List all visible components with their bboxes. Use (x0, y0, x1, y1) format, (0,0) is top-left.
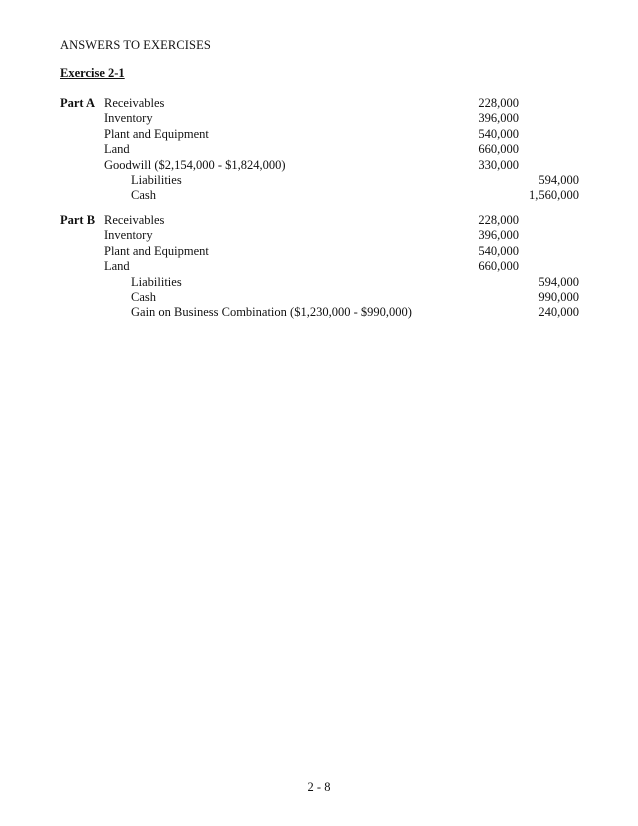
account-name: Plant and Equipment (104, 243, 209, 258)
account-name: Inventory (104, 111, 153, 126)
account-name: Cash (131, 188, 156, 203)
account-name: Plant and Equipment (104, 126, 209, 141)
credit-amount: 594,000 (538, 172, 579, 187)
journal-row-gain-on-business-combination (60, 305, 580, 320)
debit-amount: 540,000 (478, 126, 519, 141)
debit-amount: 396,000 (478, 111, 519, 126)
journal-entry-part-b (60, 213, 580, 321)
journal-row-inventory (60, 111, 580, 126)
debit-amount: 540,000 (478, 243, 519, 258)
debit-amount: 228,000 (478, 213, 519, 227)
account-name: Receivables (104, 213, 165, 227)
account-name: Inventory (104, 228, 153, 243)
journal-row-land (60, 259, 580, 274)
debit-amount: 660,000 (478, 142, 519, 157)
journal-row-plant-and-equipment (60, 127, 580, 142)
account-name: Gain on Business Combination ($1,230,000 - $990,000) (131, 305, 412, 320)
debit-amount: 396,000 (478, 228, 519, 243)
credit-amount: 594,000 (538, 274, 579, 289)
credit-amount: 1,560,000 (529, 188, 579, 203)
account-name: Goodwill ($2,154,000 - $1,824,000) (104, 157, 286, 172)
journal-row-inventory (60, 228, 580, 243)
credit-amount: 240,000 (538, 305, 579, 320)
journal-row-receivables (60, 213, 580, 228)
journal-row-receivables (60, 96, 580, 111)
debit-amount: 330,000 (478, 157, 519, 172)
debit-amount: 228,000 (478, 96, 519, 110)
account-name: Receivables (104, 96, 165, 110)
account-name: Cash (131, 289, 156, 304)
page-header: ANSWERS TO EXERCISES (60, 38, 211, 52)
journal-row-plant-and-equipment (60, 244, 580, 259)
journal-entry-part-a (60, 96, 580, 204)
account-name: Liabilities (131, 172, 182, 187)
journal-row-land (60, 142, 580, 157)
debit-amount: 660,000 (478, 259, 519, 274)
journal-row-liabilities (60, 173, 580, 188)
part-b-label: Part B (60, 213, 96, 227)
page-number: 2 - 8 (307, 780, 331, 794)
journal-row-liabilities (60, 275, 580, 290)
journal-row-cash (60, 290, 580, 305)
account-name: Liabilities (131, 274, 182, 289)
credit-amount: 990,000 (538, 289, 579, 304)
part-a-label: Part A (60, 96, 96, 110)
journal-row-goodwill (60, 158, 580, 173)
journal-row-cash (60, 188, 580, 203)
account-name: Land (104, 142, 130, 157)
exercise-title: Exercise 2-1 (60, 66, 125, 80)
account-name: Land (104, 259, 130, 274)
